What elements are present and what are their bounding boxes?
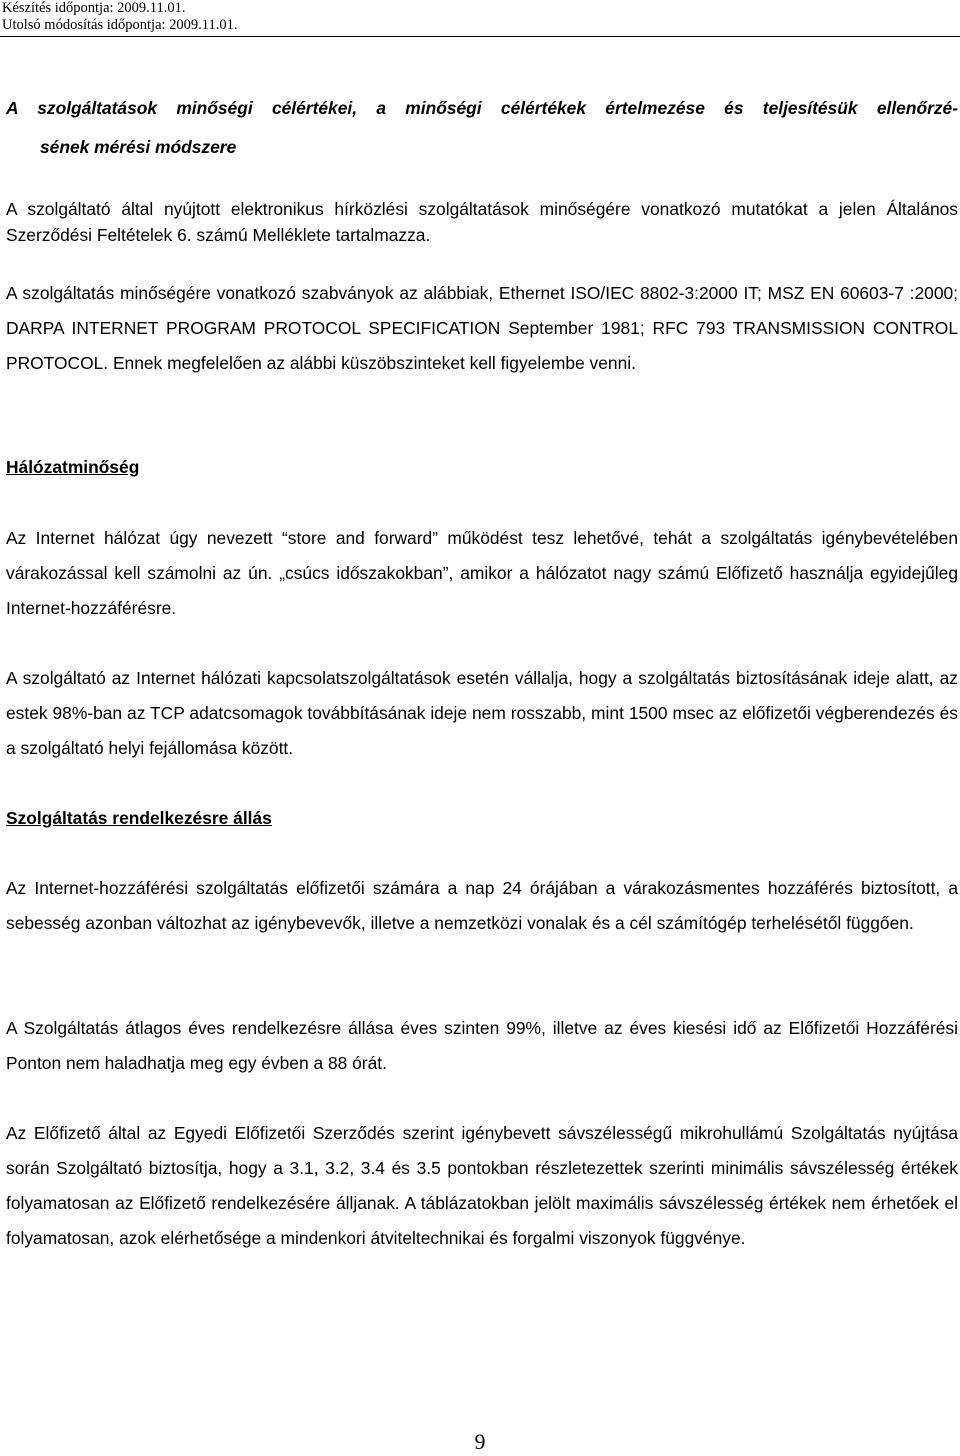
section-heading-network-quality: Hálózatminőség	[6, 457, 140, 477]
network-quality-paragraph-2: A szolgáltató az Internet hálózati kapcsolatszolgáltatások esetén vállalja, hogy a szolgáltatás biztosításának ideje alatt, az estek 98%-ban az TCP adatcsomagok továbbításának ideje nem rosszabb, mint 1500 msec az előfizetői végberendezés és a szolgáltató helyi fejállomása között.	[6, 668, 958, 758]
title-line-1: A szolgáltatások minőségi célértékei, a minőségi célértékek értelmezése és teljesítésük ellenőrzé-	[6, 98, 958, 118]
document-header	[0, 0, 960, 37]
modification-date: Utolsó módosítás időpontja: 2009.11.01.	[2, 17, 238, 33]
document-title	[6, 89, 958, 167]
standards-paragraph: A szolgáltatás minőségére vonatkozó szabványok az alábbiak, Ethernet ISO/IEC 8802-3:2000 IT; MSZ EN 60603-7 :2000; DARPA INTERNET PROGRAM PROTOCOL SPECIFICATION September 1981; RFC 793 TRANSMISSION CONTROL PROTOCOL. Ennek megfelelően az alábbi küszöbszinteket kell figyelembe venni.	[6, 283, 958, 373]
intro-paragraph: A szolgáltató által nyújtott elektronikus hírközlési szolgáltatások minőségére vonatkozó mutatókat a jelen Általános Szerződési Feltételek 6. számú Melléklete tartalmazza.	[6, 199, 958, 245]
availability-paragraph-1: Az Internet-hozzáférési szolgáltatás előfizetői számára a nap 24 órájában a várakozásmentes hozzáférés biztosított, a sebesség azonban változhat az igénybevevők, illetve a nemzetközi vonalak és a cél számítógép terhelésétől függően.	[6, 878, 958, 933]
availability-paragraph-2: A Szolgáltatás átlagos éves rendelkezésre állása éves szinten 99%, illetve az éves kiesési idő az Előfizetői Hozzáférési Ponton nem haladhatja meg egy évben a 88 órát.	[6, 1018, 958, 1073]
page-number: 9	[474, 1429, 486, 1454]
creation-date: Készítés időpontja: 2009.11.01.	[2, 0, 186, 16]
title-line-2: sének mérési módszere	[40, 137, 237, 157]
availability-paragraph-3: Az Előfizető által az Egyedi Előfizetői Szerződés szerint igénybevett sávszélességű mikrohullámú Szolgáltatás nyújtása során Szolgáltató biztosítja, hogy a 3.1, 3.2, 3.4 és 3.5 pontokban részletezettek szerinti minimális sávszélesség értékek folyamatosan az Előfizető rendelkezésére álljanak. A táblázatokban jelölt maximális sávszélesség értékek nem érhetőek el folyamatosan, azok elérhetősége a mindenkori átviteltechnikai és forgalmi viszonyok függvénye.	[6, 1123, 958, 1248]
network-quality-paragraph-1: Az Internet hálózat úgy nevezett “store and forward” működést tesz lehetővé, tehát a szolgáltatás igénybevételében várakozással kell számolni az ún. „csúcs időszakokban”, amikor a hálózatot nagy számú Előfizető használja egyidejűleg Internet-hozzáférésre.	[6, 528, 958, 618]
section-heading-availability: Szolgáltatás rendelkezésre állás	[6, 808, 272, 828]
